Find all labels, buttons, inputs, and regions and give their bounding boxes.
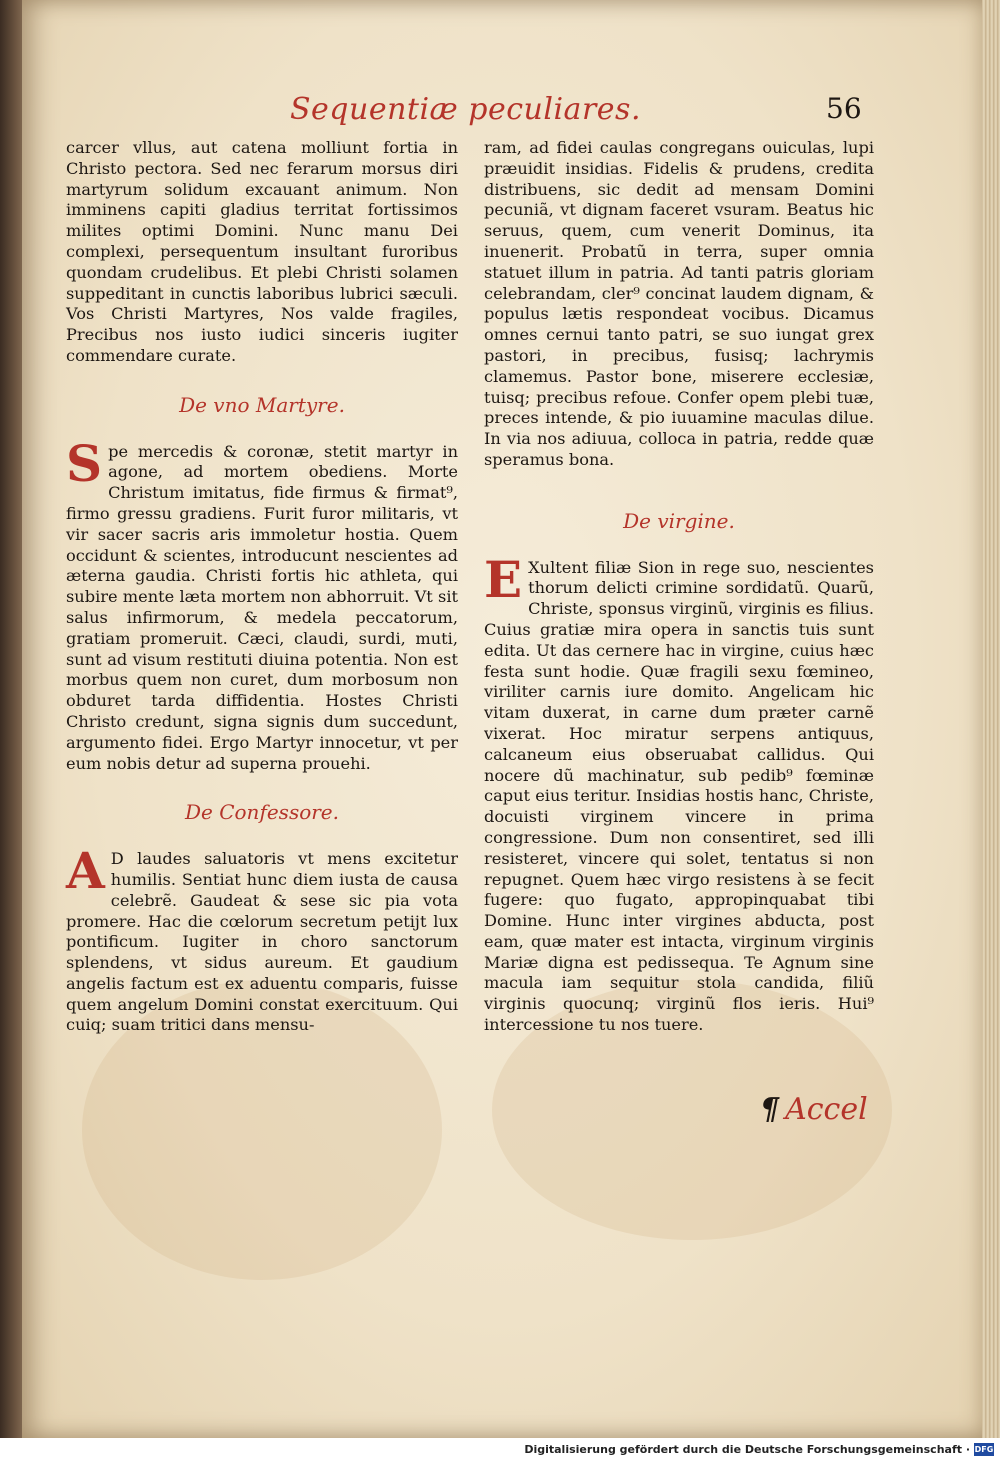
left-intro-text: carcer vllus, aut catena molliunt fortia in Christo pectora. Sed nec ferarum morsus diri martyrum solidum excauant animum. Non imminens capiti gladius territat fortissimos milites optimi Domini. Nunc manu Dei complexi, persequentum insultant furoribus quondam crudelibus. Et plebi Christi solamen suppeditant in cunctis laboribus lubrici sæculi. Vos Christi Martyres, Nos valde fragiles, Precibus nos iusto iudici sinceris iugiter commendare curate.	[66, 138, 458, 365]
initial-letter: S	[66, 433, 103, 493]
page-edge	[982, 0, 1000, 1440]
section-heading-virgin: De virgine.	[623, 508, 735, 533]
right-intro-text: ram, ad fidei caulas congregans ouiculas, lupi præuidit insidias. Fidelis & prudens, credita distribuens, sic dedit ad mensam Domini pecuniã, vt dignam faceret vsuram. Beatus hic seruus, quem, cum venerit Dominus, ita inuenerit. Probatũ in terra, super omnia statuet illum in patria. Ad tanti patris gloriam celebrandam, cler⁹ concinat laudem dignam, & populus lætis respondeat vocibus. Dicamus omnes cernui tanto patri, se suo iungat grex pastori, in precibus, fusisq; lachrymis clamemus. Pastor bone, miserere ecclesiæ, tuisq; precibus refoue. Confer opem plebi tuæ, preces intende, & pio iuuamine maculas dilue. In via nos adiuua, colloca in patria, redde quæ speramus bona.	[484, 138, 874, 469]
left-column	[66, 138, 458, 1036]
dfg-logo-icon: DFG	[974, 1445, 994, 1454]
section-text-martyr	[66, 433, 458, 775]
section-heading-confessor: De Confessore.	[184, 800, 339, 825]
catchword-text: Accel	[785, 1092, 868, 1127]
catchword	[760, 1092, 868, 1127]
section-text-virgin	[484, 549, 874, 1036]
section-body: pe mercedis & coronæ, stetit martyr in agone, ad mortem obediens. Morte Christum imitatus, fide firmus & firmat⁹, firmo gressu gradiens. Furit furor militaris, vt vir sacer sacris aris immoletur hostia. Quem occidunt & scientes, introducunt nescientes ad æterna gaudia. Christi fortis hic athleta, qui subire mente læta mortem non abhorruit. Vt sit salus infirmorum, & medela peccatorum, gratiam promeruit. Cæci, claudi, surdi, muti, sunt ad visum restituti diuina potentia. Non est morbus quem non curet, dum morbosum non obduret tarda diffidentia. Hostes Christi Christo credunt, signa signis dum succedunt, argumento fidei. Ergo Martyr innocetur, vt per eum nobis detur ad superna prouehi.	[66, 441, 458, 773]
running-title: Sequentiæ peculiares.	[290, 92, 641, 127]
section-body: Xultent filiæ Sion in rege suo, nescientes thorum delicti crimine sordidatũ. Quarũ, Christe, sponsus virginũ, virginis es filius. Cuius gratiæ mira opera in sanctis tuis sunt edita. Ut das cernere hac in virgine, cuius hæc festa sunt hodie. Quæ fragili sexu fœmineo, viriliter carnis iure domito. Angelicam hic vitam duxerat, in carne dum præter carnẽ vixerat. Hoc miratur serpens antiquus, calcaneum eius obseruabat callidus. Qui nocere dũ machinatur, sub pedib⁹ fœminæ caput eius teritur. Insidias hostis hanc, Christe, docuisti virginem vincere in prima congressione. Dum non consentiret, sed illi resisteret, vincere qui solet, tentatus si non repugnet. Quem hæc virgo resistens à se fecit fugere: quo fugato, appropinquabat tibi Domine. Hunc inter virgines abducta, post eam, quæ mater est intacta, virginum virginis Mariæ digna est pedissequa. Te Agnum sine macula iam sequitur stola candida, filiũ virginis quocunq; virginũ flos ieris. Hui⁹ intercessione tu nos tuere.	[484, 557, 874, 1035]
pilcrow-icon: ¶	[760, 1092, 780, 1127]
initial-letter: A	[66, 841, 105, 901]
section-body: D laudes saluatoris vt mens excitetur humilis. Sentiat hunc diem iusta de causa celebrẽ. Gaudeat & sese sic pia vota promere. Hac die cœlorum secretum petijt lux pontificum. Iugiter in choro sanctorum splendens, vt sidus aureum. Et gaudium angelis factum est ex aduentu comparis, fuisse quem angelum Domini constat exercituum. Qui cuiq; suam tritici dans mensu-	[66, 849, 458, 1035]
footer-credit: Digitalisierung gefördert durch die Deutsche Forschungsgemeinschaft ·	[524, 1443, 970, 1456]
section-heading-martyr: De vno Martyre.	[179, 392, 345, 417]
right-column	[484, 138, 874, 1036]
folio-number: 56	[826, 92, 862, 125]
section-text-confessor	[66, 841, 458, 1036]
footer-bar	[0, 1438, 1000, 1460]
initial-letter: E	[484, 549, 523, 609]
